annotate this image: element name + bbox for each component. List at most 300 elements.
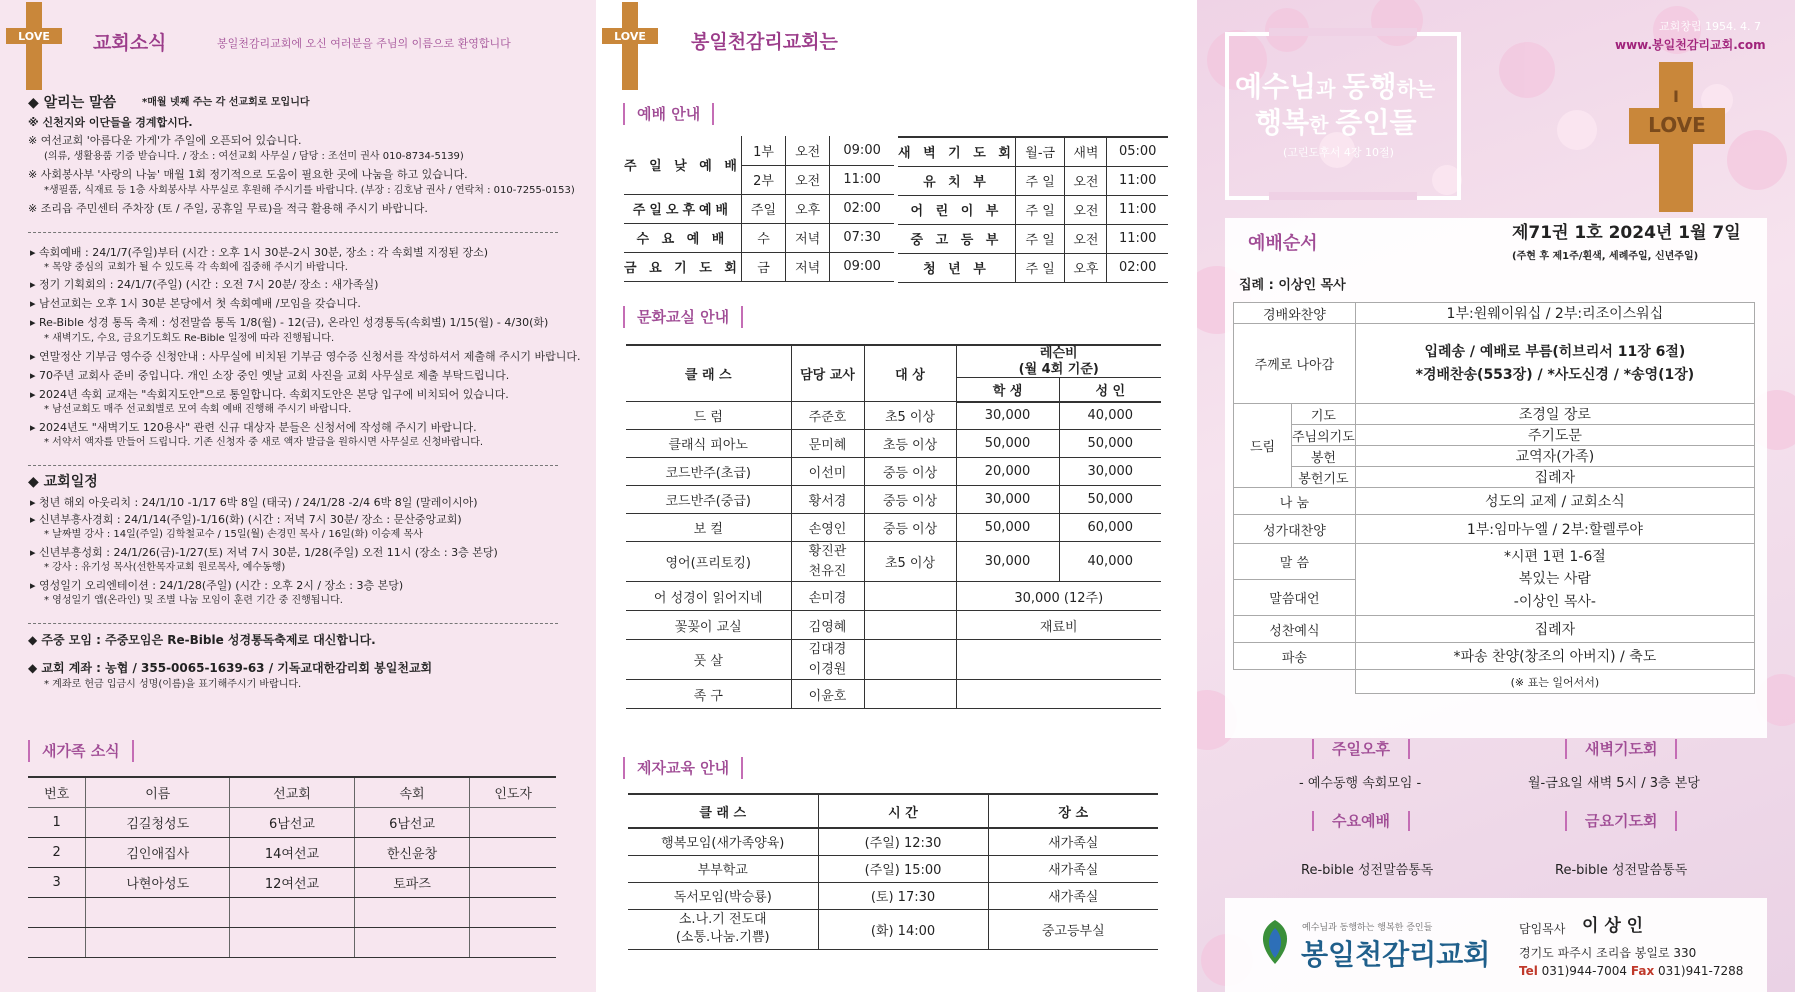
tag-sunday-pm: 주일오후 xyxy=(1312,739,1410,759)
column-header: 성 인 xyxy=(1059,378,1161,402)
worship-cell: 주일 xyxy=(741,194,785,223)
teacher-name: 천유진 xyxy=(808,563,847,579)
table-cell: 30,000 (12주) xyxy=(956,582,1161,611)
theme-title-line1 xyxy=(1235,70,1435,104)
worship-leader: 집례 : 이상인 목사 xyxy=(1239,278,1346,293)
weekly-meeting: ◆ 주중 모임 : 주중모임은 Re-Bible 성경통독축제로 대신합니다. xyxy=(28,633,376,647)
table-cell: 2 xyxy=(28,837,86,867)
table-cell: 한신윤창 xyxy=(354,837,470,867)
table-row xyxy=(624,194,894,223)
worship-cell: 오전 xyxy=(786,136,830,165)
schedule-title: ◆ 교회일정 xyxy=(28,474,98,490)
theme-title-line2 xyxy=(1255,106,1417,140)
table-cell: 족 구 xyxy=(626,680,791,709)
table-cell: 새가족실 xyxy=(988,828,1158,855)
worship-name: 주 일 낮 예 배 xyxy=(624,136,741,194)
table-row xyxy=(898,224,1168,253)
class-name: (소통.나눔.기쁨) xyxy=(675,930,770,945)
wednesday-desc: Re-bible 성전말씀통독 xyxy=(1301,863,1434,878)
news-panel xyxy=(0,0,596,992)
column-header: 번호 xyxy=(28,777,86,807)
tel-number[interactable]: 031)944-7004 xyxy=(1541,964,1628,978)
table-cell: 20,000 xyxy=(956,458,1059,486)
order-value xyxy=(1355,324,1754,404)
notice-item: ※ 사회봉사부 '사랑의 나눔' 매월 1회 정기적으로 도움이 필요한 곳에 나눔을 하고 있습니다. xyxy=(28,168,468,181)
order-value: 1부:원웨이워십 / 2부:리조이스워십 xyxy=(1355,303,1754,324)
column-header: 담당 교사 xyxy=(791,345,864,402)
order-row xyxy=(1234,425,1755,446)
table-cell: (주일) 15:00 xyxy=(818,855,988,882)
table-cell: 행복모임(새가족양육) xyxy=(628,828,818,855)
church-website-link[interactable]: www.봉일천감리교회.com xyxy=(1615,38,1766,52)
table-row xyxy=(626,430,1161,458)
worship-name: 새 벽 기 도 회 xyxy=(898,137,1015,166)
table-cell xyxy=(28,897,86,927)
table-cell: 김영혜 xyxy=(791,611,864,640)
order-note: (※ 표는 일어서서) xyxy=(1355,670,1754,694)
table-cell: 3 xyxy=(28,867,86,897)
worship-section-title: 예배 안내 xyxy=(623,103,714,125)
announcement: ▸ 연말정산 기부금 영수증 신청안내 : 사무실에 비치된 기부금 영수증 신청서를 작성하셔서 제출해 주시기 바랍니다. xyxy=(30,350,581,363)
table-cell xyxy=(864,640,956,680)
table-cell: 14여선교 xyxy=(230,837,355,867)
table-header-row xyxy=(628,794,1158,828)
teacher-cell xyxy=(791,640,864,680)
table-row xyxy=(624,223,894,252)
table-row xyxy=(628,828,1158,855)
pastor-name: 이 상 인 xyxy=(1582,916,1644,936)
table-cell xyxy=(470,807,556,837)
bank-account-note: * 계좌로 헌금 입금시 성명(이름)을 표기해주시기 바랍니다. xyxy=(44,679,302,690)
church-emblem-icon xyxy=(1255,918,1295,966)
order-item: 주님의기도 xyxy=(1292,425,1356,446)
table-cell: 30,000 xyxy=(956,542,1059,582)
bank-account: ◆ 교회 계좌 : 농협 / 355-0065-1639-63 / 기독교대한감리회 봉일천교회 xyxy=(28,661,433,675)
table-cell: 50,000 xyxy=(956,430,1059,458)
table-cell: 중고등부실 xyxy=(988,909,1158,949)
table-cell: 부부학교 xyxy=(628,855,818,882)
order-item: 봉헌기도 xyxy=(1292,467,1356,488)
column-header: 이름 xyxy=(86,777,230,807)
friday-desc: Re-bible 성전말씀통독 xyxy=(1555,863,1688,878)
church-tagline: 예수님과 동행하는 행복한 증인들 xyxy=(1302,923,1433,933)
table-cell: 1 xyxy=(28,807,86,837)
worship-cell: 02:00 xyxy=(1107,253,1168,282)
church-name: 봉일천감리교회 xyxy=(1301,938,1491,971)
order-line: *경배찬송(553장) / *사도신경 / *송영(1장) xyxy=(1415,366,1695,383)
table-cell: 주준호 xyxy=(791,402,864,430)
announcement: ▸ Re-Bible 성경 통독 축제 : 성전말씀 통독 1/8(월) - 12(금), 온라인 성경통독(속회별) 1/15(월) - 4/30(화) xyxy=(30,316,549,329)
schedule-item: ▸ 신년부흥사경회 : 24/1/14(주일)-1/16(화) (시간 : 저녁 7시 30분/ 장소 : 문산중앙교회) xyxy=(30,513,462,526)
table-row xyxy=(626,640,1161,680)
table-cell xyxy=(470,897,556,927)
order-item: 주께로 나아감 xyxy=(1234,324,1356,404)
schedule-detail: * 강사 : 유기성 목사(선한목자교회 원로목사, 예수동행) xyxy=(44,562,286,573)
worship-cell: 저녁 xyxy=(786,252,830,281)
table-header-row xyxy=(28,777,556,807)
worship-cell: 오전 xyxy=(1065,166,1107,195)
worship-cell: 오후 xyxy=(786,194,830,223)
column-header xyxy=(956,345,1161,378)
schedule-item: ▸ 청년 해외 아웃리치 : 24/1/10 -1/17 6박 8일 (태국) / 24/1/28 -2/4 6박 8일 (말레이시아) xyxy=(30,496,478,509)
teacher-name: 김대경 xyxy=(808,642,847,658)
worship-name: 주일오후예배 xyxy=(624,194,741,223)
schedule-detail: * 영성일기 앱(온라인) 및 조별 나눔 모임이 훈련 기간 중 진행됩니다. xyxy=(44,595,343,606)
table-cell xyxy=(230,897,355,927)
welcome-subtitle: 봉일천감리교회에 오신 여러분을 주님의 이름으로 환영합니다 xyxy=(217,37,511,50)
table-row xyxy=(626,458,1161,486)
cross-logo-icon xyxy=(4,2,64,90)
table-row xyxy=(898,253,1168,282)
table-cell: 손미경 xyxy=(791,582,864,611)
worship-cell: 오후 xyxy=(1065,253,1107,282)
table-cell: 6남선교 xyxy=(354,807,470,837)
church-address: 경기도 파주시 조리읍 봉일로 330 xyxy=(1519,946,1697,960)
table-cell: 50,000 xyxy=(956,514,1059,542)
svg-text:LOVE: LOVE xyxy=(614,30,646,43)
order-row xyxy=(1234,616,1755,643)
table-cell xyxy=(628,909,818,949)
table-cell: 어 성경이 읽어지네 xyxy=(626,582,791,611)
worship-cell: 수 xyxy=(741,223,785,252)
order-row xyxy=(1234,544,1755,580)
theme-verse: (고린도후서 4장 10절) xyxy=(1283,146,1394,159)
table-cell xyxy=(864,611,956,640)
order-item: 말씀대언 xyxy=(1234,580,1356,616)
worship-order-table xyxy=(1233,302,1755,694)
table-cell: 40,000 xyxy=(1059,402,1161,430)
worship-cell: 월-금 xyxy=(1015,137,1065,166)
title-word: 과 xyxy=(1316,77,1343,101)
disciple-section-title: 제자교육 안내 xyxy=(623,757,743,779)
logo-word: LOVE xyxy=(1648,113,1706,137)
bulletin-cover-panel xyxy=(1197,0,1795,992)
table-cell: 풋 살 xyxy=(626,640,791,680)
order-item: 경배와찬양 xyxy=(1234,303,1356,324)
worship-name: 유 치 부 xyxy=(898,166,1015,195)
column-header: 클 래 스 xyxy=(626,345,791,402)
tag-wednesday: 수요예배 xyxy=(1312,811,1410,831)
table-cell: 30,000 xyxy=(956,486,1059,514)
tel-label: Tel xyxy=(1519,964,1538,978)
table-cell: 50,000 xyxy=(1059,486,1161,514)
worship-cell: 05:00 xyxy=(1107,137,1168,166)
table-cell xyxy=(956,680,1161,709)
order-title: 예배순서 xyxy=(1248,233,1318,254)
table-cell: 영어(프리토킹) xyxy=(626,542,791,582)
worship-table-left xyxy=(624,136,894,282)
schedule-item: ▸ 영성일기 오리엔테이션 : 24/1/28(주일) (시간 : 오후 2시 / 장소 : 3층 본당) xyxy=(30,579,404,592)
worship-cell: 오전 xyxy=(1065,195,1107,224)
order-row xyxy=(1234,467,1755,488)
page-title: 봉일천감리교회는 xyxy=(691,31,838,53)
worship-cell: 09:00 xyxy=(830,136,894,165)
order-row xyxy=(1234,670,1755,694)
schedule-detail: * 날짜별 강사 : 14일(주일) 김학철교수 / 15일(월) 손경민 목사 / 16일(화) 이승제 목사 xyxy=(44,529,423,540)
column-header: 대 상 xyxy=(864,345,956,402)
worship-cell: 11:00 xyxy=(1107,195,1168,224)
announcement-detail: * 새벽기도, 수요, 금요기도회도 Re-Bible 일정에 따라 진행됩니다. xyxy=(44,333,335,344)
table-cell: 재료비 xyxy=(956,611,1161,640)
dawn-desc: 월-금요일 새벽 5시 / 3층 본당 xyxy=(1528,776,1700,791)
table-cell: 코드반주(초급) xyxy=(626,458,791,486)
table-row xyxy=(626,680,1161,709)
table-cell: 40,000 xyxy=(1059,542,1161,582)
order-value: 주기도문 xyxy=(1355,425,1754,446)
issue-subtitle: (주현 후 제1주/흰색, 세례주일, 신년주일) xyxy=(1512,251,1699,262)
table-cell xyxy=(470,927,556,957)
table-row xyxy=(898,195,1168,224)
order-value: 1부:임마누엘 / 2부:할렐루야 xyxy=(1355,515,1754,544)
worship-name: 수 요 예 배 xyxy=(624,223,741,252)
table-row xyxy=(626,486,1161,514)
order-row xyxy=(1234,446,1755,467)
worship-cell: 1부 xyxy=(741,136,785,165)
table-cell: 보 컬 xyxy=(626,514,791,542)
teacher-name: 황진관 xyxy=(808,544,847,560)
table-row xyxy=(28,807,556,837)
table-cell: 드 럼 xyxy=(626,402,791,430)
order-line: 복있는 사람 xyxy=(1518,571,1591,588)
column-header: 시 간 xyxy=(818,794,988,828)
table-cell xyxy=(354,897,470,927)
fax-number: 031)941-7288 xyxy=(1658,964,1744,978)
table-cell: 황서경 xyxy=(791,486,864,514)
announcement: ▸ 남선교회는 오후 1시 30분 본당에서 첫 속회예배 /모임을 갖습니다. xyxy=(30,297,361,310)
notice-note: *매월 넷째 주는 각 선교회로 모입니다 xyxy=(142,97,310,108)
notice-detail: *생필품, 식재료 등 1층 사회봉사부 사무실로 후원해 주시기를 바랍니다. (부장 : 김호남 권사 / 연락처 : 010-7255-0153) xyxy=(44,185,575,196)
order-item: 파송 xyxy=(1234,643,1356,670)
table-cell: 초등 이상 xyxy=(864,430,956,458)
worship-table-right xyxy=(898,136,1168,283)
order-value: 교역자(가족) xyxy=(1355,446,1754,467)
order-value: 집례자 xyxy=(1355,616,1754,643)
pastor-label: 담임목사 xyxy=(1519,922,1566,936)
order-line: *시편 1편 1-6절 xyxy=(1504,548,1606,565)
worship-cell: 오전 xyxy=(1065,224,1107,253)
announcement: ▸ 2024년 속회 교재는 "속회지도안"으로 통일합니다. 속회지도안은 본당 입구에 비치되어 있습니다. xyxy=(30,388,509,401)
title-word: 예수님 xyxy=(1235,70,1317,103)
table-row xyxy=(624,252,894,281)
announcement-detail: * 남선교회도 매주 선교회별로 모여 속회 예배 진행해 주시기 바랍니다. xyxy=(44,404,352,415)
order-row xyxy=(1234,643,1755,670)
issue-info: 제71권 1호 2024년 1월 7일 xyxy=(1512,223,1741,243)
table-row xyxy=(898,137,1168,166)
table-cell: 코드반주(중급) xyxy=(626,486,791,514)
announcement: ▸ 2024년도 "새벽기도 120용사" 관련 신규 대상자 분들은 신청서에 작성해 주시기 바랍니다. xyxy=(30,421,477,434)
order-item: 드림 xyxy=(1234,404,1292,488)
order-row xyxy=(1234,324,1755,404)
table-row xyxy=(626,514,1161,542)
table-row xyxy=(28,927,556,957)
church-info-panel xyxy=(596,0,1197,992)
worship-name: 청 년 부 xyxy=(898,253,1015,282)
table-row xyxy=(628,855,1158,882)
order-item: 말 씀 xyxy=(1234,544,1356,580)
notice-item: ※ 조리읍 주민센터 주차장 (토 / 주일, 공휴일 무료)을 적극 활용해 주시기 바랍니다. xyxy=(28,202,428,215)
table-cell: 김인애집사 xyxy=(86,837,230,867)
column-header: 장 소 xyxy=(988,794,1158,828)
table-cell xyxy=(864,680,956,709)
divider xyxy=(28,465,558,466)
table-row xyxy=(28,897,556,927)
table-cell: 이선미 xyxy=(791,458,864,486)
sunday-pm-desc: - 예수동행 속회모임 - xyxy=(1299,776,1422,791)
worship-cell: 09:00 xyxy=(830,252,894,281)
table-header-row xyxy=(626,345,1161,378)
worship-cell: 02:00 xyxy=(830,194,894,223)
order-row xyxy=(1234,303,1755,324)
order-row xyxy=(1234,404,1755,425)
order-item: 성찬예식 xyxy=(1234,616,1356,643)
worship-name: 어 린 이 부 xyxy=(898,195,1015,224)
logo-letter: I xyxy=(1673,87,1679,106)
table-cell: 12여선교 xyxy=(230,867,355,897)
svg-text:LOVE: LOVE xyxy=(18,30,50,43)
teacher-cell xyxy=(791,542,864,582)
column-header: 인도자 xyxy=(470,777,556,807)
table-cell xyxy=(230,927,355,957)
worship-name: 중 고 등 부 xyxy=(898,224,1015,253)
table-row xyxy=(898,166,1168,195)
divider xyxy=(28,232,558,233)
column-header: 클 래 스 xyxy=(628,794,818,828)
order-value: 조경일 장로 xyxy=(1355,404,1754,425)
table-row xyxy=(626,582,1161,611)
table-cell xyxy=(470,837,556,867)
table-cell: 나현아성도 xyxy=(86,867,230,897)
worship-cell: 주 일 xyxy=(1015,224,1065,253)
table-row xyxy=(626,611,1161,640)
worship-cell: 주 일 xyxy=(1015,253,1065,282)
table-cell: 새가족실 xyxy=(988,855,1158,882)
table-cell xyxy=(354,927,470,957)
announcement: ▸ 정기 기획회의 : 24/1/7(주일) (시간 : 오전 7시 20분/ 장소 : 새가족실) xyxy=(30,278,379,291)
teacher-name: 이경원 xyxy=(808,661,847,677)
table-cell: 이윤호 xyxy=(791,680,864,709)
column-header: 속회 xyxy=(354,777,470,807)
table-cell xyxy=(956,640,1161,680)
fee-label: 레슨비 xyxy=(1039,346,1078,361)
title-word: 증인들 xyxy=(1335,106,1417,139)
worship-cell: 11:00 xyxy=(1107,224,1168,253)
worship-cell: 새벽 xyxy=(1065,137,1107,166)
order-line: -이상인 목사- xyxy=(1513,593,1596,610)
worship-cell: 11:00 xyxy=(1107,166,1168,195)
table-row xyxy=(628,909,1158,949)
table-cell xyxy=(86,897,230,927)
notice-item: ※ 여선교회 '아름다운 가게'가 주일에 오픈되어 있습니다. xyxy=(28,134,302,147)
founded-date: 교회창립 1954. 4. 7 xyxy=(1659,20,1761,33)
table-cell: 김길청성도 xyxy=(86,807,230,837)
order-line: 입례송 / 예배로 부름(히브리서 11장 6절) xyxy=(1424,344,1686,361)
order-value xyxy=(1355,544,1754,616)
table-row xyxy=(28,867,556,897)
fee-sub-label: (월 4회 기준) xyxy=(1018,361,1099,377)
table-cell: (화) 14:00 xyxy=(818,909,988,949)
table-cell: 60,000 xyxy=(1059,514,1161,542)
table-cell: 30,000 xyxy=(1059,458,1161,486)
worship-cell: 금 xyxy=(741,252,785,281)
culture-section-title: 문화교실 안내 xyxy=(623,306,743,328)
table-cell: (주일) 12:30 xyxy=(818,828,988,855)
table-cell: 중등 이상 xyxy=(864,458,956,486)
order-row xyxy=(1234,515,1755,544)
class-name: 소.나.기 전도대 xyxy=(678,912,767,928)
worship-name: 금 요 기 도 회 xyxy=(624,252,741,281)
table-cell xyxy=(864,582,956,611)
table-cell xyxy=(470,867,556,897)
title-word: 하는 xyxy=(1396,77,1436,101)
tag-dawn: 새벽기도회 xyxy=(1565,739,1677,759)
column-header: 학 생 xyxy=(956,378,1059,402)
table-cell: 문미혜 xyxy=(791,430,864,458)
schedule-item: ▸ 신년부흥성회 : 24/1/26(금)-1/27(토) 저녁 7시 30분, 1/28(주일) 오전 11시 (장소 : 3층 본당) xyxy=(30,546,498,559)
table-cell: 독서모임(박승룡) xyxy=(628,882,818,909)
order-row xyxy=(1234,488,1755,515)
culture-class-table xyxy=(626,344,1161,709)
notice-title: ◆ 알리는 말씀 xyxy=(28,95,117,111)
newcomer-section-title: 새가족 소식 xyxy=(28,740,134,762)
love-cross-icon xyxy=(1629,62,1725,212)
table-cell: 중등 이상 xyxy=(864,514,956,542)
announcement-detail: * 목양 중심의 교회가 될 수 있도록 각 속회에 집중해 주시기 바랍니다. xyxy=(44,262,348,273)
table-row xyxy=(626,402,1161,430)
order-item: 나 눔 xyxy=(1234,488,1356,515)
cross-logo-icon xyxy=(600,2,660,90)
table-cell: 50,000 xyxy=(1059,430,1161,458)
divider xyxy=(28,623,558,624)
table-row xyxy=(626,542,1161,582)
announcement: ▸ 70주년 교회사 준비 중입니다. 개인 소장 중인 옛날 교회 사진을 교회 사무실로 제출 부탁드립니다. xyxy=(30,369,510,382)
worship-cell: 11:00 xyxy=(830,165,894,194)
tag-friday: 금요기도회 xyxy=(1565,811,1677,831)
table-cell xyxy=(86,927,230,957)
disciple-class-table xyxy=(628,793,1158,950)
newcomer-table xyxy=(28,776,556,958)
table-cell: (토) 17:30 xyxy=(818,882,988,909)
table-cell: 30,000 xyxy=(956,402,1059,430)
table-cell: 토파즈 xyxy=(354,867,470,897)
order-value: 성도의 교제 / 교회소식 xyxy=(1355,488,1754,515)
table-row xyxy=(628,882,1158,909)
notice-item: ※ 신천지와 이단들을 경계합시다. xyxy=(28,116,193,129)
table-cell: 초5 이상 xyxy=(864,402,956,430)
fax-label: Fax xyxy=(1630,964,1655,978)
announcement: ▸ 속회예배 : 24/1/7(주일)부터 (시간 : 오후 1시 30분-2시 30분, 장소 : 각 속회별 지정된 장소) xyxy=(30,246,489,259)
worship-cell: 저녁 xyxy=(786,223,830,252)
table-cell: 클래식 피아노 xyxy=(626,430,791,458)
table-cell: 초5 이상 xyxy=(864,542,956,582)
order-item: 성가대찬양 xyxy=(1234,515,1356,544)
notice-detail: (의류, 생활용품 기증 받습니다. / 장소 : 여선교회 사무실 / 담당 : 조선미 권사 010-8734-5139) xyxy=(44,151,464,162)
table-cell: 꽃꽂이 교실 xyxy=(626,611,791,640)
table-cell: 6남선교 xyxy=(230,807,355,837)
worship-cell: 2부 xyxy=(741,165,785,194)
page-title: 교회소식 xyxy=(93,32,167,54)
order-value: *파송 찬양(창조의 아버지) / 축도 xyxy=(1355,643,1754,670)
table-row xyxy=(624,136,894,165)
table-cell: 새가족실 xyxy=(988,882,1158,909)
contact-line xyxy=(1519,964,1743,978)
order-item: 봉헌 xyxy=(1292,446,1356,467)
order-item: 기도 xyxy=(1292,404,1356,425)
worship-cell: 07:30 xyxy=(830,223,894,252)
announcement-detail: * 서약서 액자를 만들어 드립니다. 기존 신청자 중 새로 액자 발급을 원하시면 사무실로 신청바랍니다. xyxy=(44,437,484,448)
table-cell: 중등 이상 xyxy=(864,486,956,514)
worship-cell: 주 일 xyxy=(1015,166,1065,195)
table-cell: 손영인 xyxy=(791,514,864,542)
